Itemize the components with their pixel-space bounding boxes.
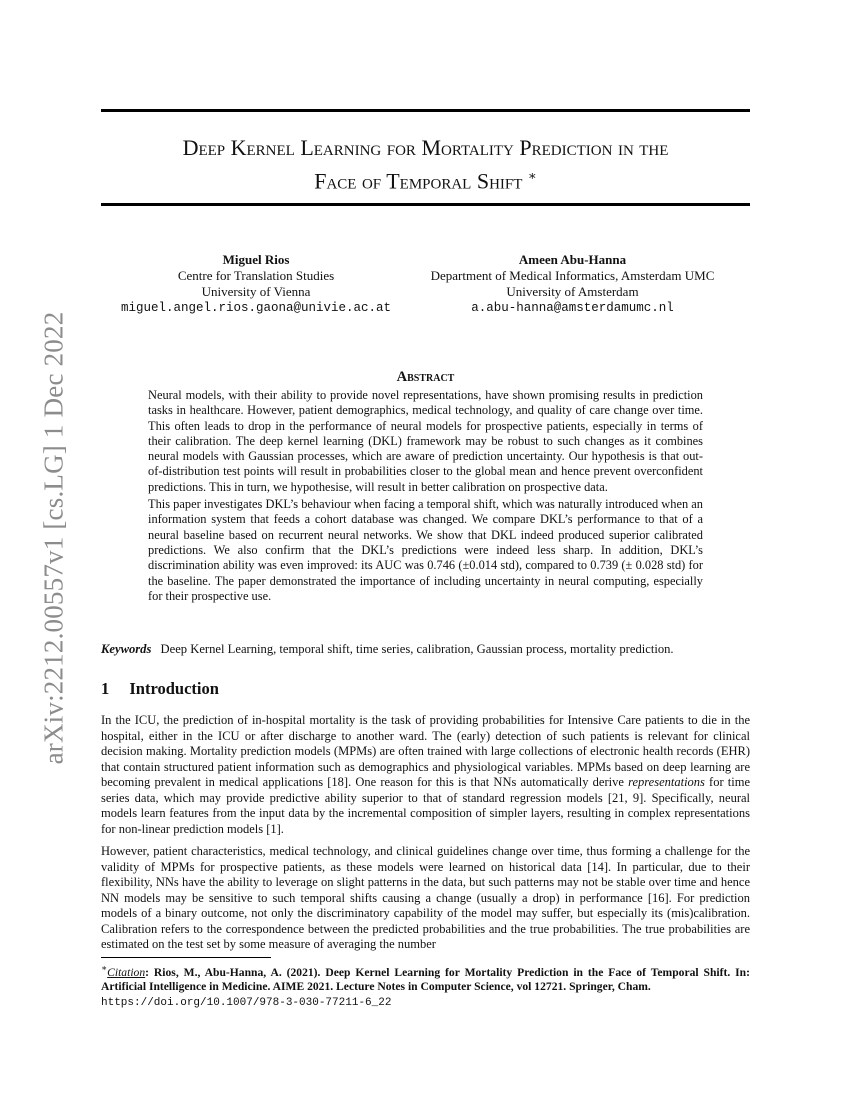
title-line-2 <box>101 162 750 195</box>
page-title <box>101 134 750 195</box>
citation-label: Citation <box>107 965 146 979</box>
citation-text: : Rios, M., Abu-Hanna, A. (2021). Deep Kernel Learning for Mortality Prediction in the Face of Temporal Shift. In: Artificial Intelligence in Medicine. AIME 2021. Lecture Notes in Computer Science, vol 12721. Springer, Cham. <box>101 965 750 994</box>
section-number: 1 <box>101 679 110 698</box>
abstract-heading: Abstract <box>396 369 455 385</box>
author-name: Ameen Abu-Hanna <box>518 252 627 267</box>
author-affiliation: Centre for Translation Studies <box>177 268 335 283</box>
body-text-run: for time series data, which may provide predictive ability superior to that of standard regression models [21, 9]. Specifically, neural models learn features from the input data by the incremental composition of simpler layers, resulting in complex representations for non-linear prediction models [1]. <box>101 775 751 836</box>
body-emphasis: representations <box>628 775 705 789</box>
keywords <box>101 641 750 657</box>
body-paragraph <box>101 713 750 837</box>
title-footnote-mark: ∗ <box>527 168 537 183</box>
footnote <box>101 961 750 1010</box>
title-rule-bottom <box>101 203 750 206</box>
title-line-2-text: Face of Temporal Shift <box>314 168 523 194</box>
author-affiliation: Department of Medical Informatics, Amsterdam UMC <box>430 268 715 283</box>
body-paragraph: However, patient characteristics, medical technology, and clinical guidelines change over time, thus forming a challenge for the validity of MPMs for prospective patients, as these models were learned on historical data [14]. In particular, due to their flexibility, NNs have the ability to leverage on slight patterns in the data, but such patterns may not be stable over time and hence NN models may be sensitive to such temporal shifts causing a change (usually a drop) in performance [16]. For prediction models of a binary outcome, not only the discriminatory capability of the model may suffer, but especially its (mis)calibration. Calibration refers to the correspondence between the predicted probabilities and the true probabilities. The true probabilities are estimated on the test set by some measure of averaging the number <box>101 844 750 951</box>
section-title: Introduction <box>129 679 219 698</box>
author-name: Miguel Rios <box>222 252 290 267</box>
author-block-2 <box>410 252 735 316</box>
body-text-run: In the ICU, the prediction of in-hospital mortality is the task of providing probabilities for Intensive Care patients to die in the hospital, either in the ICU or after discharge to another ward. The (early) detection of such patients is relevant for clinical decision making. Mortality prediction models (MPMs) are often trained with large collections of electronic health records (EHR) that contain structured patient information such as demographics and physiological variables. MPMs based on deep learning are becoming prevalent in medical applications [18]. One reason for this is that NNs automatically derive <box>101 713 750 789</box>
author-email: a.abu-hanna@amsterdamumc.nl <box>471 301 674 315</box>
doi-link[interactable]: https://doi.org/10.1007/978-3-030-77211-6_22 <box>101 996 392 1009</box>
abstract-body <box>148 388 703 606</box>
abstract-paragraph: Neural models, with their ability to provide novel representations, have shown promising results in prediction tasks in healthcare. However, patient demographics, medical technology, and quality of care change over time. This often leads to drop in the performance of neural models for prospective patients, especially in terms of their calibration. The deep kernel learning (DKL) framework may be robust to such changes as it combines neural models with Gaussian processes, which are aware of prediction uncertainty. Our hypothesis is that out-of-distribution test points will result in probabilities closer to the global mean and hence prevent overconfident predictions. This in turn, we hypothesise, will result in better calibration on prospective data. <box>148 388 703 494</box>
title-line-1: Deep Kernel Learning for Mortality Prediction in the <box>182 135 669 160</box>
abstract-paragraph: This paper investigates DKL’s behaviour when facing a temporal shift, which was naturally introduced when an information system that feeds a cohort database was changed. We compare DKL’s performance to that of a neural baseline based on recurrent neural networks. We show that DKL indeed produced superior calibrated predictions. We also confirm that the DKL’s predictions were indeed less sharp. In addition, DKL’s discrimination ability was even improved: its AUC was 0.746 (±0.014 std), compared to 0.739 (± 0.028 std) for the baseline. The paper demonstrated the importance of including uncertainty in neural computing, especially for their prospective use. <box>148 497 703 603</box>
author-block-1 <box>118 252 394 316</box>
footnote-mark: ∗ <box>101 963 108 973</box>
author-affiliation: University of Amsterdam <box>506 284 639 299</box>
footnote-rule <box>101 957 271 958</box>
arxiv-stamp: arXiv:2212.00557v1 [cs.LG] 1 Dec 2022 <box>38 311 69 765</box>
author-email: miguel.angel.rios.gaona@univie.ac.at <box>120 301 392 315</box>
section-body <box>101 713 750 960</box>
keywords-text: Deep Kernel Learning, temporal shift, time series, calibration, Gaussian process, mortality prediction. <box>160 642 674 656</box>
author-affiliation: University of Vienna <box>201 284 311 299</box>
title-rule-top <box>101 109 750 112</box>
keywords-label: Keywords <box>101 642 152 656</box>
section-heading <box>101 679 219 699</box>
